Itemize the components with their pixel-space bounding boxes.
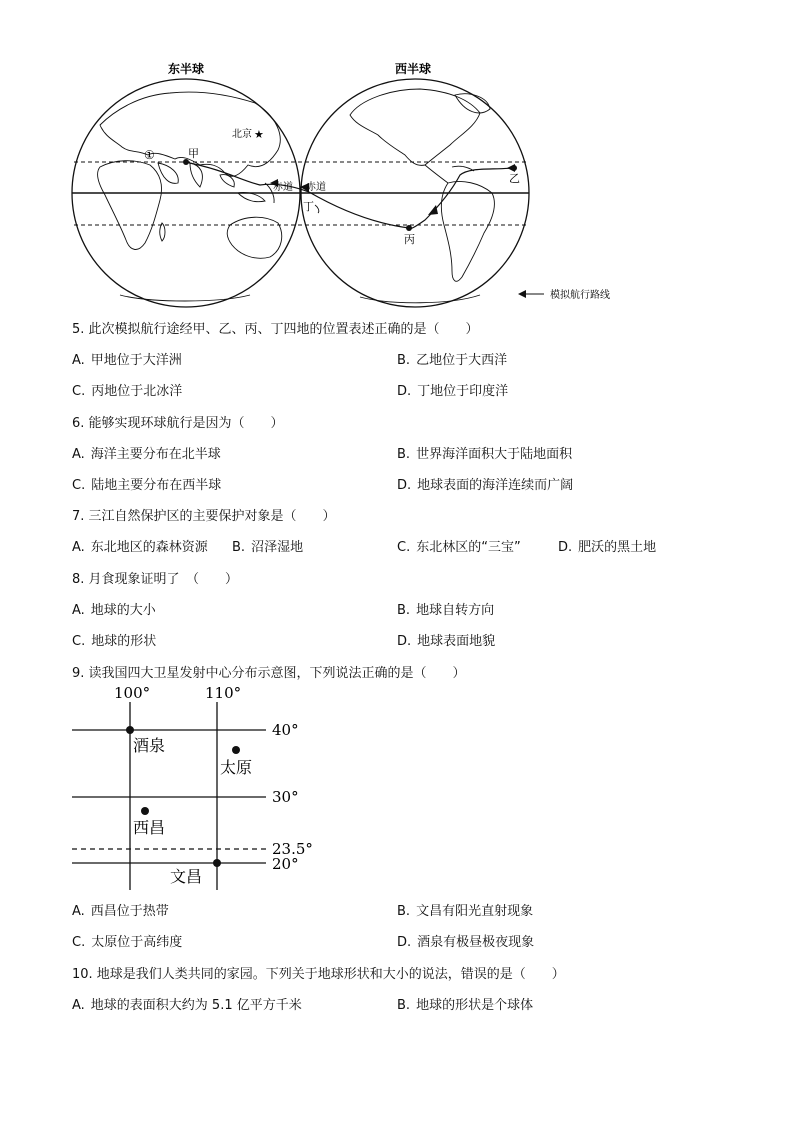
question-8-option-a[interactable]: A. 地球的大小	[72, 603, 156, 618]
point-jia-label: 甲	[188, 147, 199, 160]
question-6-option-b[interactable]: B. 世界海洋面积大于陆地面积	[397, 447, 573, 462]
latitude-30-label: 30°	[272, 788, 299, 806]
legend-label: 模拟航行路线	[550, 290, 610, 301]
question-7-stem: 7. 三江自然保护区的主要保护对象是（ ）	[72, 509, 336, 524]
question-6-option-a[interactable]: A. 海洋主要分布在北半球	[72, 447, 221, 462]
wenchang-label: 文昌	[170, 867, 203, 886]
question-8-option-b[interactable]: B. 地球自转方向	[397, 603, 495, 618]
question-5-option-c[interactable]: C. 丙地位于北冰洋	[72, 384, 183, 399]
east-hemisphere-title: 东半球	[168, 62, 205, 76]
jiuquan-label: 酒泉	[133, 736, 166, 755]
longitude-110-label: 110°	[205, 684, 242, 702]
beijing-star: ★	[254, 128, 264, 141]
question-5-option-a[interactable]: A. 甲地位于大洋洲	[72, 353, 182, 368]
question-7-option-a[interactable]: A. 东北地区的森林资源	[72, 540, 208, 555]
point-bing-marker	[406, 225, 412, 231]
longitude-100-label: 100°	[114, 684, 151, 702]
question-6-option-c[interactable]: C. 陆地主要分布在西半球	[72, 478, 222, 493]
question-8-option-d[interactable]: D. 地球表面地貌	[397, 634, 496, 649]
question-9-option-d[interactable]: D. 酒泉有极昼极夜现象	[397, 935, 535, 950]
hemisphere-map	[60, 55, 650, 310]
question-9-option-c[interactable]: C. 太原位于高纬度	[72, 935, 183, 950]
question-8-stem: 8. 月食现象证明了 （ ）	[72, 572, 239, 587]
point-bing-label: 丙	[404, 233, 415, 246]
latitude-23-5-label: 23.5°	[272, 840, 313, 858]
beijing-label: 北京	[232, 129, 252, 140]
question-9-option-b[interactable]: B. 文昌有阳光直射现象	[397, 904, 534, 919]
west-hemisphere-title: 西半球	[395, 62, 432, 76]
question-5-option-b[interactable]: B. 乙地位于大西洋	[397, 353, 508, 368]
question-7-option-b[interactable]: B. 沼泽湿地	[232, 540, 304, 555]
xichang-marker	[141, 807, 149, 815]
question-5-stem: 5. 此次模拟航行途经甲、乙、丙、丁四地的位置表述正确的是（ ）	[72, 322, 479, 337]
question-10-stem: 10. 地球是我们人类共同的家园。下列关于地球形状和大小的说法，错误的是（ ）	[72, 967, 565, 982]
satellite-launch-center-map	[70, 680, 330, 895]
question-8-option-c[interactable]: C. 地球的形状	[72, 634, 157, 649]
question-9-stem: 9. 读我国四大卫星发射中心分布示意图，下列说法正确的是（ ）	[72, 666, 466, 681]
taiyuan-label: 太原	[220, 758, 253, 777]
circle-one-label: ①	[144, 148, 155, 162]
point-yi-marker	[511, 165, 517, 171]
latitude-40-label: 40°	[272, 721, 299, 739]
equator-label-left: 赤道	[273, 182, 293, 193]
question-7-option-d[interactable]: D. 肥沃的黑土地	[558, 540, 657, 555]
jiuquan-marker	[126, 726, 134, 734]
question-7-option-c[interactable]: C. 东北林区的“三宝”	[397, 540, 521, 555]
question-6-stem: 6. 能够实现环球航行是因为（ ）	[72, 416, 284, 431]
legend-arrowhead	[518, 290, 526, 298]
question-10-option-a[interactable]: A. 地球的表面积大约为 5.1 亿平方千米	[72, 998, 302, 1013]
wenchang-marker	[213, 859, 221, 867]
latitude-20-label: 20°	[272, 855, 299, 873]
question-5-option-d[interactable]: D. 丁地位于印度洋	[397, 384, 509, 399]
taiyuan-marker	[232, 746, 240, 754]
east-continents	[98, 92, 282, 301]
point-yi-label: 乙	[509, 172, 520, 185]
equator-label-right: 赤道	[306, 182, 326, 193]
route-arrowhead	[428, 205, 438, 215]
point-ding-label: 丁	[303, 200, 314, 213]
xichang-label: 西昌	[133, 818, 166, 837]
question-9-option-a[interactable]: A. 西昌位于热带	[72, 904, 169, 919]
west-continents	[315, 89, 494, 303]
question-6-option-d[interactable]: D. 地球表面的海洋连续而广阔	[397, 478, 574, 493]
question-10-option-b[interactable]: B. 地球的形状是个球体	[397, 998, 534, 1013]
navigation-route	[185, 162, 513, 229]
